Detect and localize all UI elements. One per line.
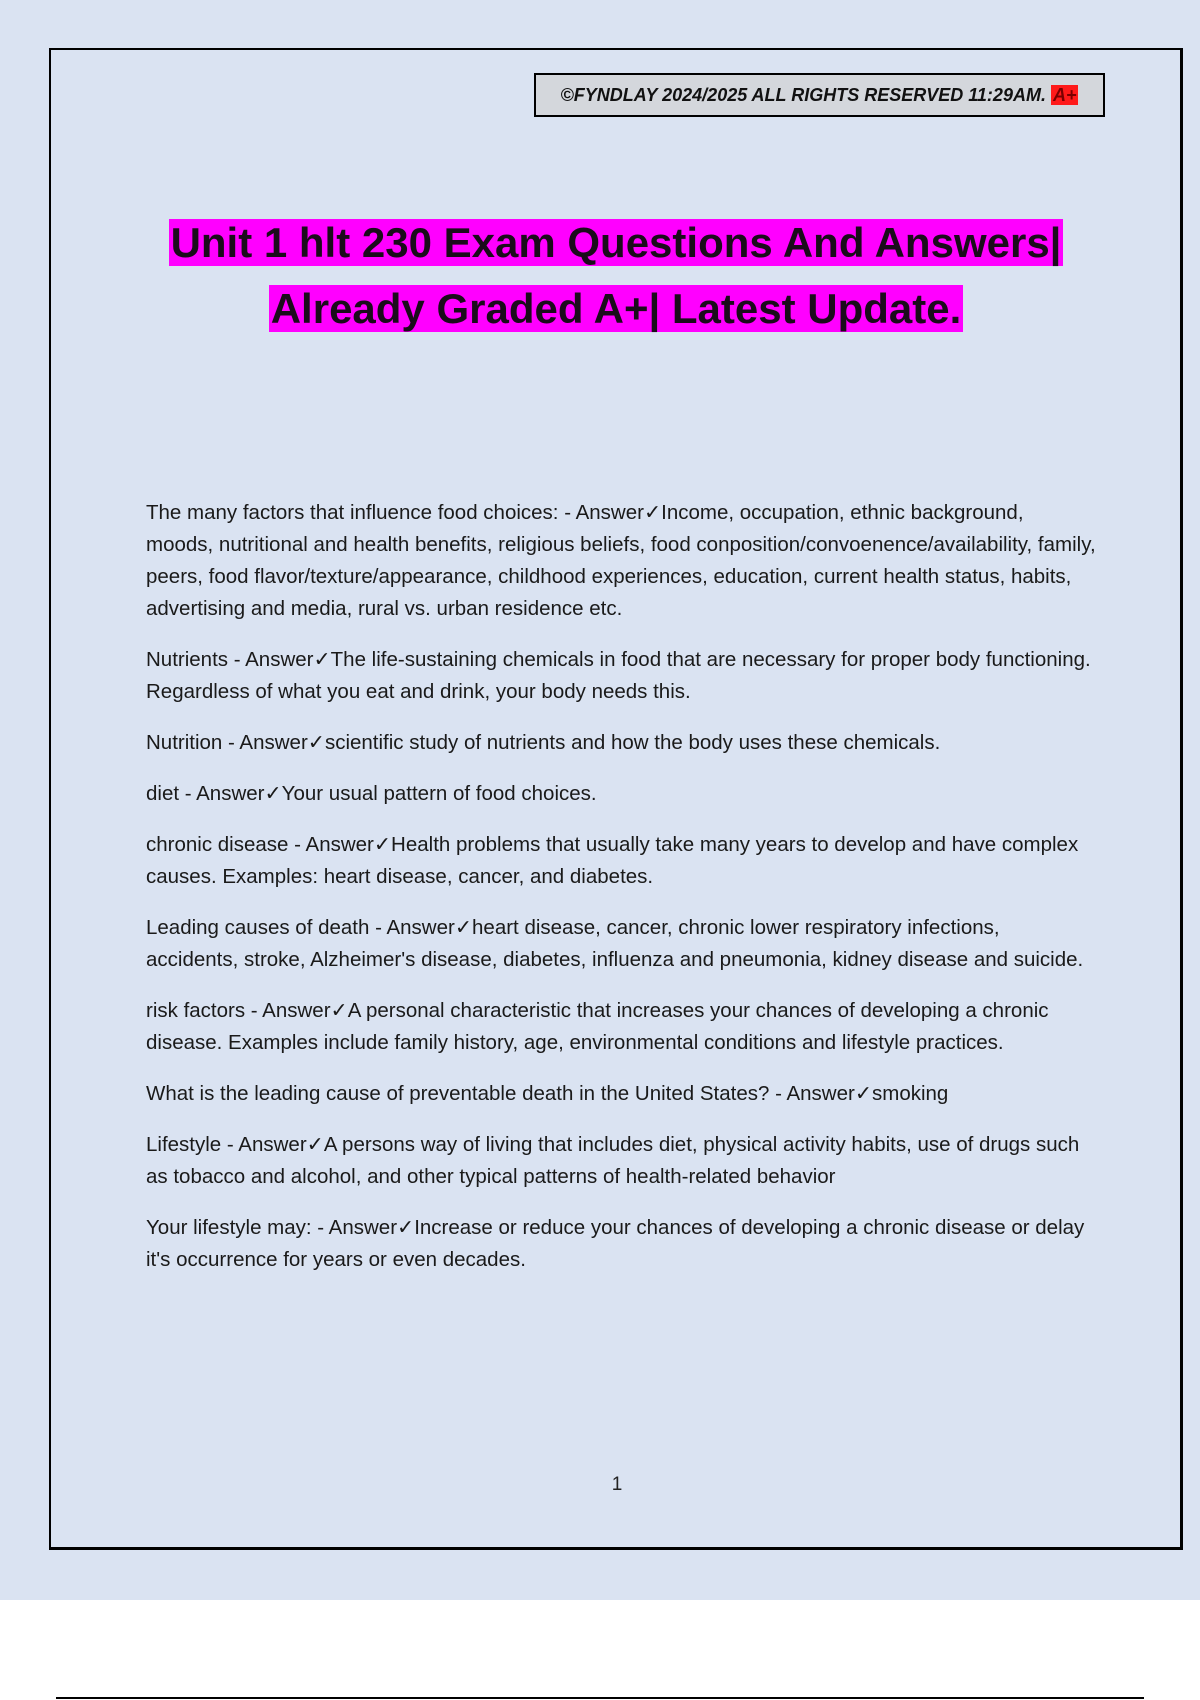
qa-item: Nutrition - Answer✓scientific study of nutrients and how the body uses these chemicals. [146,731,941,754]
page-number: 1 [611,1474,623,1495]
title-line-2: Already Graded A+| Latest Update. [270,285,962,332]
qa-item: What is the leading cause of preventable death in the United States? - Answer✓smoking [146,1082,949,1105]
grade-tag: A+ [1052,85,1077,105]
copyright-banner [534,73,1105,117]
document-title [80,210,1152,342]
qa-item: diet - Answer✓Your usual pattern of food choices. [146,782,597,805]
footer-divider [56,1697,1144,1699]
qa-item: Nutrients - Answer✓The life-sustaining chemicals in food that are necessary for proper body functioning. Regardless of what you eat and drink, your body needs this. [146,648,1091,703]
qa-item: risk factors - Answer✓A personal characteristic that increases your chances of developing a chronic disease. Examples include family history, age, environmental conditions and lifestyle practices. [146,999,1049,1054]
qa-item: Your lifestyle may: - Answer✓Increase or reduce your chances of developing a chronic disease or delay it's occurrence for years or even decades. [146,1216,1085,1271]
qa-item: Leading causes of death - Answer✓heart disease, cancer, chronic lower respiratory infections, accidents, stroke, Alzheimer's disease, diabetes, influenza and pneumonia, kidney disease and suicide. [146,916,1084,971]
title-line-1: Unit 1 hlt 230 Exam Questions And Answers| [170,219,1062,266]
qa-list [146,497,1096,1295]
qa-item: The many factors that influence food choices: - Answer✓Income, occupation, ethnic background, moods, nutritional and health benefits, religious beliefs, food conposition/convoenence/availability, family, peers, food flavor/texture/appearance, childhood experiences, education, current health status, habits, advertising and media, rural vs. urban residence etc. [146,501,1096,620]
qa-item: chronic disease - Answer✓Health problems that usually take many years to develop and have complex causes. Examples: heart disease, cancer, and diabetes. [146,833,1079,888]
copyright-text: ©FYNDLAY 2024/2025 ALL RIGHTS RESERVED 11:29AM. [560,85,1051,105]
qa-item: Lifestyle - Answer✓A persons way of living that includes diet, physical activity habits, use of drugs such as tobacco and alcohol, and other typical patterns of health-related behavior [146,1133,1080,1188]
